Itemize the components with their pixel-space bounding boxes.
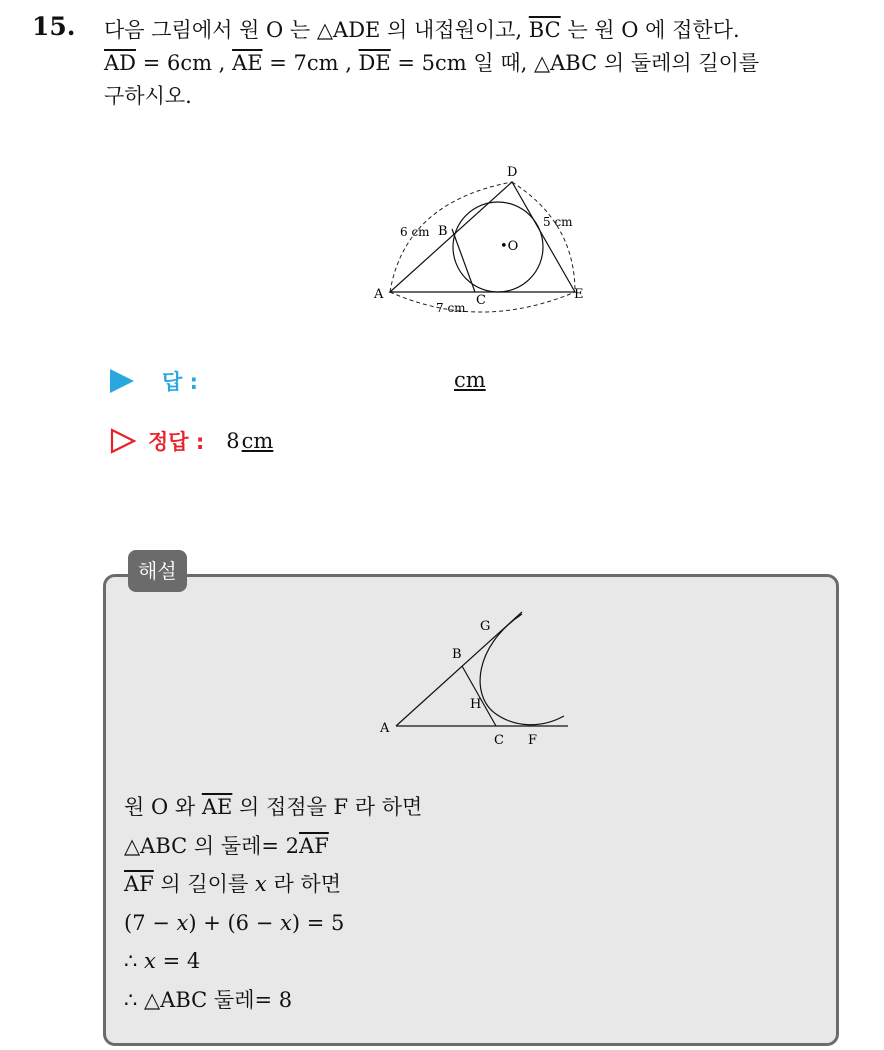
question-number: 15. (32, 12, 76, 41)
segment-af: $\overline{AF}$ (299, 833, 329, 858)
correct-answer-row (110, 426, 273, 456)
solution-line-2 (124, 827, 422, 866)
answer-row (110, 366, 198, 396)
question-line-1 (104, 14, 874, 47)
label-b2: B (452, 647, 462, 662)
correct-answer-value: 8 (226, 429, 240, 453)
label-6cm: 6 cm (400, 225, 430, 239)
label-f: F (528, 733, 538, 748)
var-x: x (279, 910, 292, 935)
sol-part: ∴ (124, 949, 145, 973)
label-a: A (374, 287, 384, 302)
solution-line-6: ∴ △ABC 둘레= 8 (124, 987, 293, 1012)
segment-bc: $\overline{BC}$ (528, 18, 561, 42)
label-e: E (574, 287, 584, 302)
label-a2: A (380, 721, 390, 736)
label-7cm: 7 cm (436, 301, 466, 315)
sol-part: 원 O 와 (124, 795, 202, 819)
segment-de: $\overline{DE}$ (358, 51, 391, 75)
answer-input-unit[interactable]: cm (454, 368, 486, 392)
label-c2: C (494, 733, 504, 748)
q-text-part: 다음 그림에서 원 O 는 △ADE 의 내접원이고, (104, 18, 529, 42)
sol-part: 라 하면 (266, 872, 341, 896)
sol-part: 의 길이를 (153, 872, 255, 896)
sol-part: = 4 (155, 949, 201, 973)
outline-play-icon (110, 428, 136, 454)
q-text-part: = 5cm 일 때, △ABC 의 둘레의 길이를 (390, 51, 760, 75)
solution-line-5 (124, 942, 422, 981)
incircle-o (453, 202, 543, 292)
q-text-part: 는 원 O 에 접한다. (560, 18, 740, 42)
triangle-incircle-figure (360, 162, 600, 322)
label-g: G (480, 619, 491, 634)
segment-ae: $\overline{AE}$ (201, 795, 233, 819)
label-b: B (438, 224, 448, 239)
correct-answer-unit: cm (241, 429, 274, 453)
label-h: H (470, 697, 482, 712)
segment-ad: $\overline{AD}$ (104, 51, 137, 75)
segment-ae: $\overline{AE}$ (232, 51, 263, 75)
var-x: x (254, 872, 267, 896)
label-c: C (476, 293, 486, 308)
play-icon (110, 369, 134, 393)
sol-part: (7 − (124, 910, 177, 935)
label-5cm: 5 cm (543, 215, 573, 229)
arc-circle (480, 614, 564, 725)
sol-part: ) + (6 − (188, 910, 280, 935)
solution-tag: 해설 (128, 550, 187, 592)
var-x: x (144, 949, 156, 973)
q-text-part: = 6cm , (136, 51, 233, 75)
solution-figure (376, 608, 576, 754)
q-text-part: = 7cm , (262, 51, 359, 75)
question-text (104, 14, 874, 113)
var-x: x (176, 910, 189, 935)
tangent-bh (462, 666, 496, 726)
solution-line-3 (124, 865, 422, 904)
answer-label: 답 : (162, 370, 198, 394)
label-o: •O (500, 239, 519, 254)
sol-part: △ABC 의 둘레= 2 (124, 833, 300, 858)
sol-part: ) = 5 (291, 910, 345, 935)
solution-line-1 (124, 788, 422, 827)
label-d: D (507, 165, 518, 180)
correct-answer-label: 정답 : (148, 430, 205, 454)
sol-part: 의 접점을 F 라 하면 (232, 795, 423, 819)
question-line-2 (104, 47, 874, 80)
solution-line-4 (124, 904, 422, 943)
solution-text (124, 788, 422, 1019)
segment-af: $\overline{AF}$ (124, 872, 154, 896)
question-line-3: 구하시오. (104, 84, 192, 108)
